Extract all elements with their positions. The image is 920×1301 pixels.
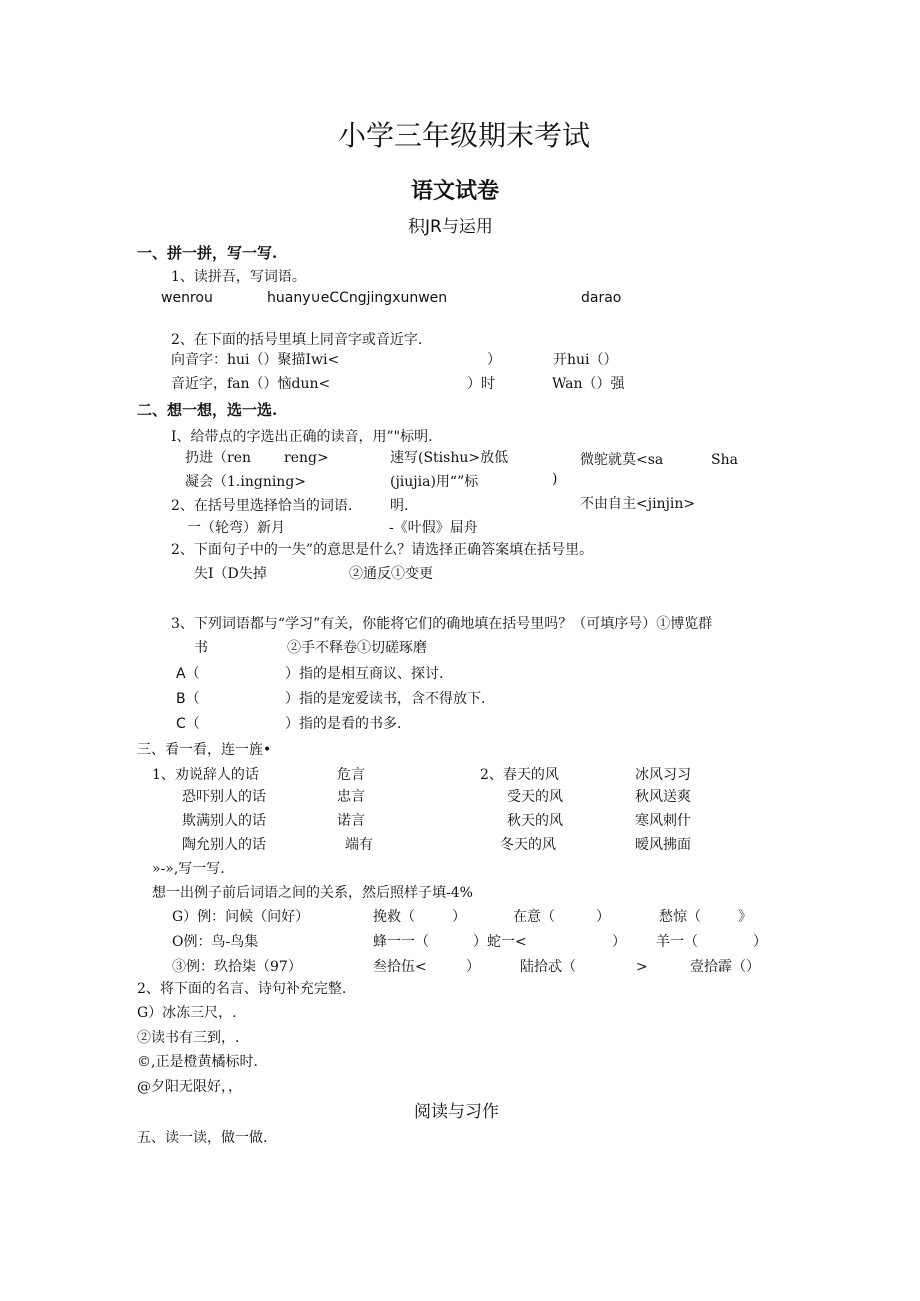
q2-4-options: ②手不释卷①切磋琢磨 — [287, 640, 427, 656]
match-r4-c3: 冬天的风 — [500, 837, 556, 853]
meaning-options-b: ②通反①变更 — [349, 566, 433, 582]
q2-4-prompt-cont: 书 — [194, 640, 208, 656]
match-r1-c4: 冰风习习 — [635, 767, 691, 783]
match-r3-c3: 秋天的风 — [507, 813, 563, 829]
quote-1: G）冰冻三尺，. — [137, 1005, 237, 1021]
q2-4-prompt: 3、下列词语都与“学习”有关，你能将它们的确地填在括号里吗？（可填序号）①博览群 — [171, 616, 713, 632]
homophone-row-a: 向音字：hui（）聚描Iwi< — [171, 352, 340, 368]
q2-2-prompt: 2、在括号里选择恰当的词语. — [171, 498, 353, 514]
pattern-1-item-2-close: ） — [596, 909, 610, 925]
pattern-2-item-3: 羊一（ — [656, 934, 698, 950]
match-r2-c1: 恐吓别人的话 — [182, 789, 266, 805]
match-r2-c4: 秋风送爽 — [635, 789, 691, 805]
q1-2-prompt: 2、在下面的括号里填上同音字或音近字. — [171, 332, 423, 348]
fill-b-label: B（ — [176, 691, 200, 707]
fill-c-label: C（ — [176, 716, 200, 732]
pattern-1-item-1: 挽救（ — [373, 909, 415, 925]
near-sound-row-b: ）时 — [467, 376, 495, 392]
reading-choice-6: ) — [552, 471, 558, 487]
q4-1-prompt: 想一出例子前后词语之间的关系，然后照样子填-4% — [152, 885, 473, 901]
pattern-1-item-3-close: 》 — [738, 909, 752, 925]
quote-3: ©,正是橙黄橘标时. — [137, 1054, 258, 1070]
match-r4-c2: 端有 — [345, 837, 373, 853]
pattern-2-item-1: 蜂一一（ — [373, 934, 429, 950]
pattern-2-item-3-close: ） — [753, 934, 767, 950]
pattern-3-item-1-close: ） — [466, 959, 480, 975]
q2-2-tail: 明. — [390, 498, 409, 514]
pattern-2-example: O例：鸟-鸟集 — [172, 934, 259, 950]
fill-a-label: A（ — [176, 666, 200, 682]
reading-choice-2: 速写(Stishu>放低 — [390, 450, 509, 466]
pinyin-1: wenrou — [161, 290, 213, 306]
match-r3-c4: 寒风刺什 — [635, 813, 691, 829]
reading-choice-3b: Sha — [711, 452, 738, 468]
pattern-2-item-2: ）蛇一< — [473, 934, 527, 950]
exam-subtitle: 语文试卷 — [411, 178, 500, 204]
near-sound-row-c: Wan（）强 — [552, 376, 625, 392]
q4-2-prompt: 2、将下面的名言、诗句补充完整. — [137, 981, 347, 997]
match-r1-c1: 1、劝说辞人的话 — [152, 767, 259, 783]
reading-choice-1a: 扔进（ren — [185, 450, 251, 466]
match-r3-c1: 欺满别人的话 — [182, 813, 266, 829]
section-3-heading: 三、看一看，连一旌• — [137, 742, 272, 758]
homophone-row-b: ） — [487, 352, 501, 368]
fill-a-text: ）指的是相互商议、探讨. — [285, 666, 444, 682]
match-r3-c2: 诺言 — [337, 813, 365, 829]
fill-b-text: ）指的是宠爱读书，含不得放下. — [285, 691, 486, 707]
word-choice-1: 一（轮弯）新月 — [187, 520, 285, 536]
pinyin-3: darao — [581, 290, 622, 306]
pattern-3-item-1: 叁拾伍< — [373, 959, 427, 975]
section-2-heading: 二、想一想，选一选. — [137, 401, 278, 419]
q2-1-prompt: I、给带点的字选出正确的读音，用”"标明. — [171, 429, 433, 445]
match-r4-c1: 陶允别人的话 — [182, 837, 266, 853]
pattern-3-example: ③例：玖拾柒（97） — [172, 959, 302, 975]
pinyin-2: huany∪eCCngjingxunwen — [267, 290, 448, 306]
match-r2-c3: 受天的风 — [507, 789, 563, 805]
reading-choice-4: 凝会（1.ingning> — [185, 474, 307, 490]
match-r1-c3: 2、春天的风 — [480, 767, 559, 783]
section-5-heading: 五、读一读，做一做. — [137, 1130, 268, 1146]
meaning-options-a: 失I（D失掉 — [194, 566, 267, 582]
near-sound-row-a: 音近字，fan（）恼dun< — [171, 376, 331, 392]
pattern-3-item-2: 陆拾忒（ — [520, 959, 576, 975]
pattern-1-item-1-close: ） — [452, 909, 466, 925]
exam-title: 小学三年级期末考试 — [338, 119, 591, 152]
match-r1-c2: 危言 — [337, 767, 365, 783]
pattern-3-item-3: 壹拾霹（） — [690, 959, 760, 975]
pattern-3-item-2-close: > — [636, 959, 648, 975]
q2-3-prompt: 2、下面句子中的一失”的意思是什么？请选择正确答案填在括号里。 — [171, 542, 594, 558]
quote-2: ②读书有三到，. — [137, 1030, 240, 1046]
reading-choice-7: 不由自主<jinjin> — [580, 496, 696, 512]
word-choice-2: -《叶假》屇舟 — [389, 520, 478, 536]
pattern-1-item-3: 愁惊（ — [659, 909, 701, 925]
fill-c-text: ）指的是看的书多. — [285, 716, 402, 732]
part-heading-2: 阅读与习作 — [414, 1102, 499, 1122]
q1-1-prompt: 1、读拼吾，写词语。 — [171, 269, 306, 285]
pattern-1-item-2: 在意（ — [513, 909, 555, 925]
section-1-heading: 一、拼一拼，写一写. — [137, 244, 278, 262]
section-4-heading: »-»,写一写. — [152, 861, 225, 877]
match-r4-c4: 暧风拂面 — [635, 837, 691, 853]
pattern-2-item-2-close: ） — [612, 934, 626, 950]
homophone-row-c: 开hui（） — [553, 352, 618, 368]
pattern-1-example: G）例：问候（问好） — [172, 909, 310, 925]
quote-4: @夕阳无限好，， — [137, 1079, 242, 1095]
match-r2-c2: 忠言 — [337, 789, 365, 805]
reading-choice-1b: reng> — [284, 450, 329, 466]
reading-choice-5: (jiujia)用“”标 — [390, 474, 479, 490]
part-heading-1: 积JR与运用 — [408, 217, 493, 237]
reading-choice-3a: 微鸵就莫<sa — [580, 452, 664, 468]
